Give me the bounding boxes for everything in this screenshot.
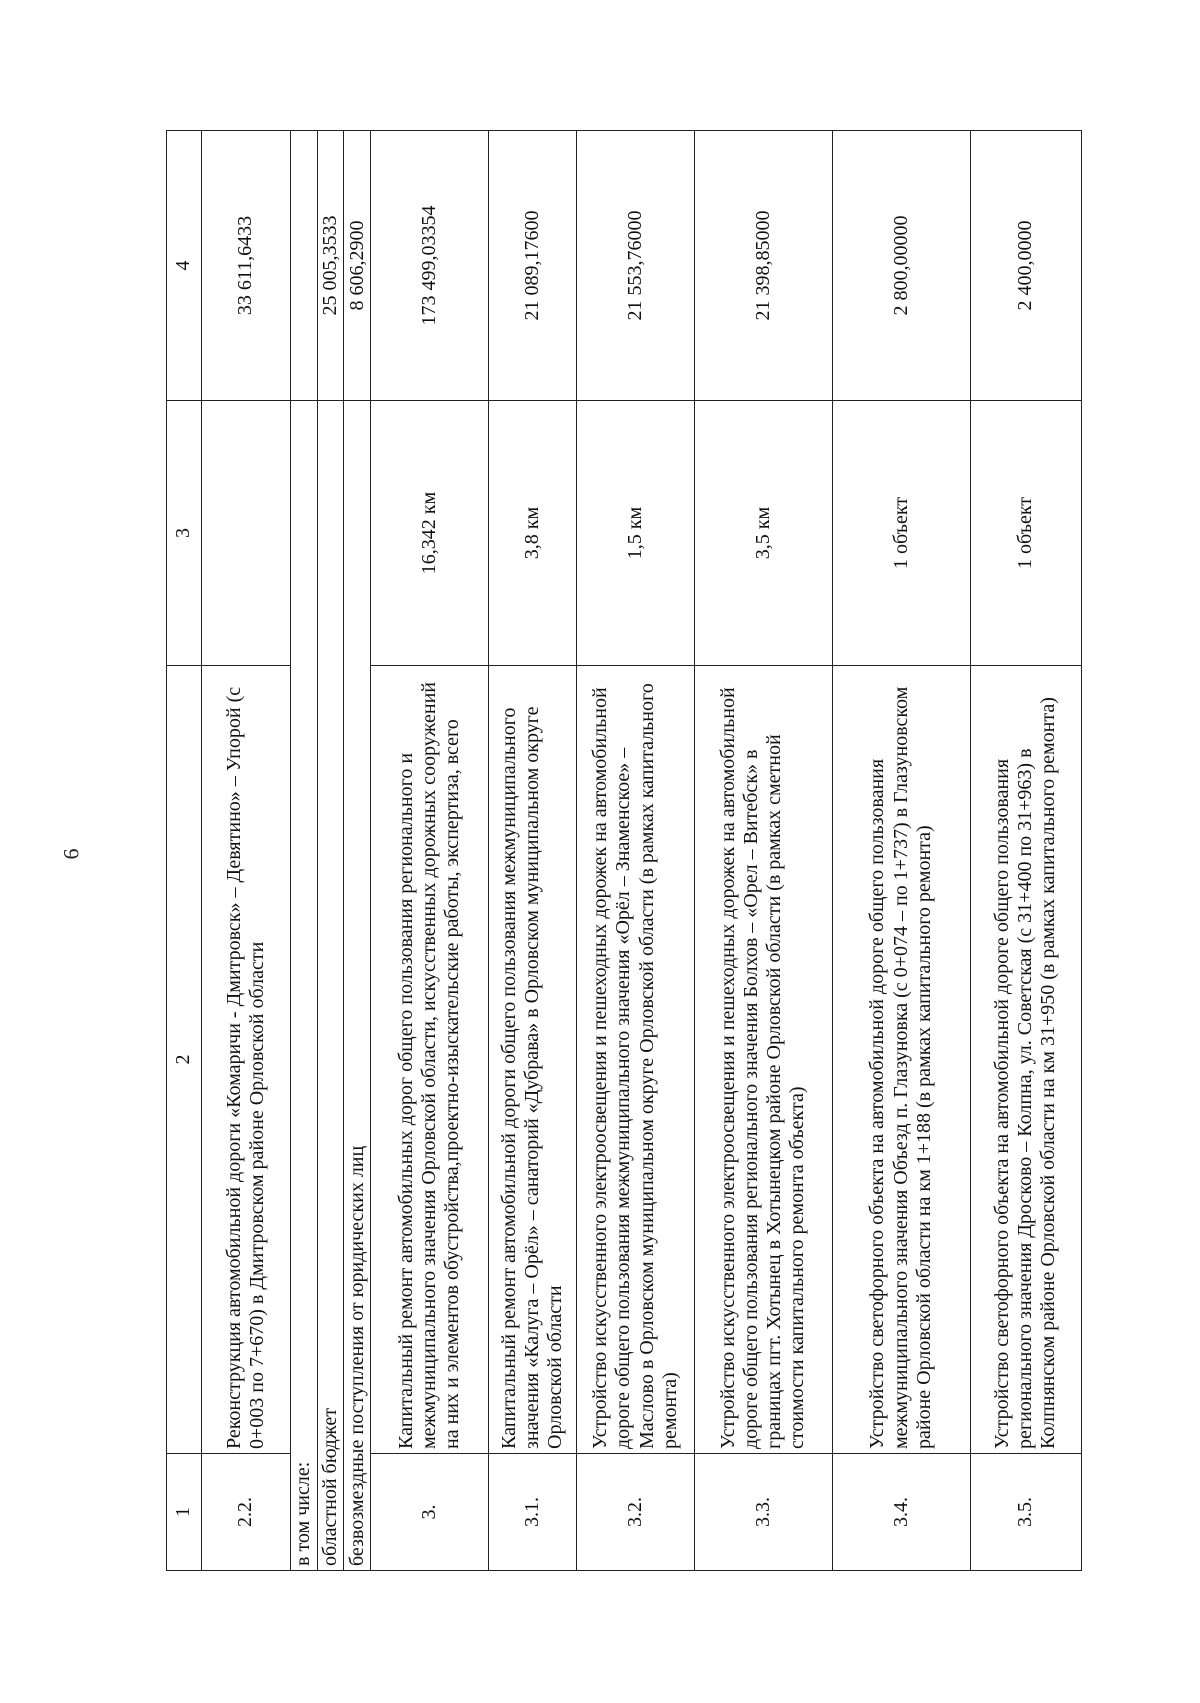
- table-row-legal-entities: [344, 131, 371, 1571]
- budget-table: [166, 130, 1082, 1571]
- header-cell-2: 2: [167, 666, 202, 1454]
- table-row-3-5: [970, 131, 1081, 1571]
- row-number: 3.5.: [970, 1454, 1081, 1571]
- row-amount: [290, 131, 317, 401]
- row-label: безвозмездные поступления от юридических лиц: [344, 401, 371, 1571]
- row-quantity: 1 объект: [970, 401, 1081, 666]
- rotated-table-container: [166, 131, 1082, 1571]
- table-row-3-4: [832, 131, 970, 1571]
- row-quantity: 1,5 км: [577, 401, 694, 666]
- row-amount: 21 553,76000: [577, 131, 694, 401]
- row-amount: 25 005,3533: [317, 131, 344, 401]
- row-label: в том числе:: [290, 401, 317, 1571]
- row-description: Устройство светофорного объекта на автомобильной дороге общего пользования межмуниципального значения Объезд п. Глазуновка (с 0+074 – по 1+737) в Глазуновском районе Орловской области на км 1+188 (в рамках капитального ремонта): [832, 666, 970, 1454]
- row-description: Устройство искусственного электроосвещения и пешеходных дорожек на автомобильной дороге общего пользования межмуниципального значения «Орёл – Знаменское» – Маслово в Орловском муниципальном округе Орловской области (в рамках капитального ремонта): [577, 666, 694, 1454]
- table-row-3-3: [694, 131, 832, 1571]
- row-label: областной бюджет: [317, 401, 344, 1571]
- row-number: 3.4.: [832, 1454, 970, 1571]
- row-number: 3.2.: [577, 1454, 694, 1571]
- header-cell-3: 3: [167, 401, 202, 666]
- table-row-including: [290, 131, 317, 1571]
- row-amount: 2 800,00000: [832, 131, 970, 401]
- row-description: Реконструкция автомобильной дороги «Комаричи - Дмитровск» – Девятино» – Упорой (с 0+003 по 7+670) в Дмитровском районе Орловской области: [202, 666, 291, 1454]
- row-description: Капитальный ремонт автомобильной дороги общего пользования межмуниципального значения «Калуга – Орёл» – санаторий «Дубрава» в Орловском муниципальном округе Орловской области: [488, 666, 577, 1454]
- row-description: Устройство светофорного объекта на автомобильной дороге общего пользования регионального значения Дросково – Колпна, ул. Советская (с 31+400 по 31+963) в Колпнянском районе Орловской области на км 31+950 (в рамках капитального ремонта): [970, 666, 1081, 1454]
- row-amount: 2 400,0000: [970, 131, 1081, 401]
- row-description: Капитальный ремонт автомобильных дорог общего пользования регионального и межмуниципального значения Орловской области, искусственных дорожных сооружений на них и элементов обустройства,проектно-изыскательские работы, экспертиза, всего: [371, 666, 488, 1454]
- row-quantity: 16,342 км: [371, 401, 488, 666]
- row-number: 3.: [371, 1454, 488, 1571]
- header-cell-1: 1: [167, 1454, 202, 1571]
- table-row-2-2: [202, 131, 291, 1571]
- table-row-3-1: [488, 131, 577, 1571]
- row-description: Устройство искусственного электроосвещения и пешеходных дорожек на автомобильной дороге общего пользования регионального значения Болхов – «Орел – Витебск» в границах пгт. Хотынец в Хотынецком районе Орловской области (в рамках сметной стоимости капитального ремонта объекта): [694, 666, 832, 1454]
- table-row-3: [371, 131, 488, 1571]
- row-amount: 21 398,85000: [694, 131, 832, 401]
- row-quantity: [202, 401, 291, 666]
- row-quantity: 1 объект: [832, 401, 970, 666]
- row-number: 3.1.: [488, 1454, 577, 1571]
- row-amount: 8 606,2900: [344, 131, 371, 401]
- row-amount: 21 089,17600: [488, 131, 577, 401]
- header-cell-4: 4: [167, 131, 202, 401]
- table-header-row: [167, 131, 202, 1571]
- page-number: 6: [58, 848, 84, 860]
- table-row-3-2: [577, 131, 694, 1571]
- row-number: 3.3.: [694, 1454, 832, 1571]
- row-amount: 173 499,03354: [371, 131, 488, 401]
- table-row-regional-budget: [317, 131, 344, 1571]
- row-quantity: 3,5 км: [694, 401, 832, 666]
- row-number: 2.2.: [202, 1454, 291, 1571]
- row-amount: 33 611,6433: [202, 131, 291, 401]
- row-quantity: 3,8 км: [488, 401, 577, 666]
